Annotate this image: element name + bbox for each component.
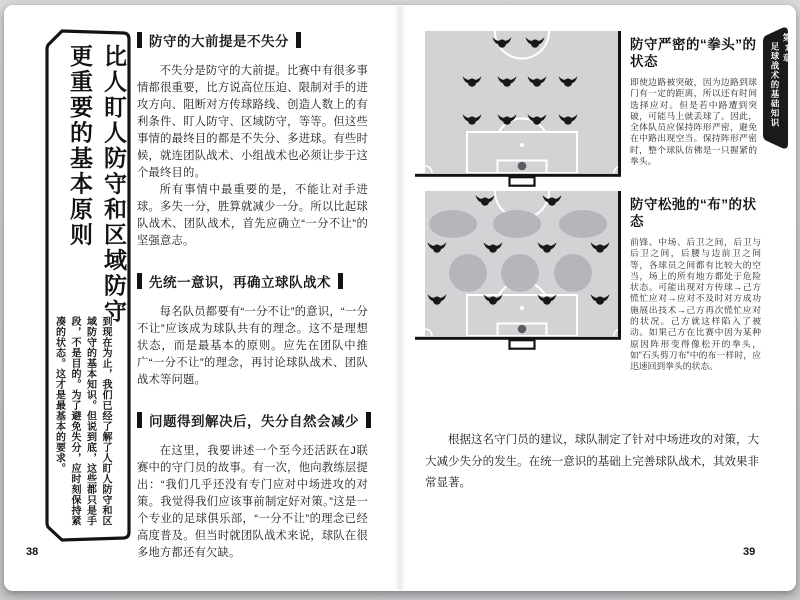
touchline-edge [618, 191, 621, 337]
space-gap [559, 210, 607, 238]
page-number-left: 38 [26, 546, 39, 558]
heading-bar-right [296, 32, 301, 48]
heading-bar-right [366, 412, 371, 428]
goal [510, 340, 535, 349]
diagram-compact-defense [415, 31, 623, 190]
body-paragraph: 每名队员都要有“一分不让”的意识，“一分不让”应该成为球队共有的理念。这不是理想状态，而是最基本的原则。应先在团队中推广“一分不让”的理念，再讨论球队战术、团队战术等问题。 [137, 306, 368, 386]
caption-title: 防守严密的“拳头”的状态 [630, 37, 757, 69]
heading-bar-right [338, 273, 343, 289]
penalty-spot [520, 306, 524, 310]
page-number-right: 39 [743, 546, 756, 558]
page-title-line2: 更重要的基本原则 [67, 44, 93, 248]
heading-bar-left [137, 32, 142, 48]
space-gap [554, 254, 592, 292]
chapter-number: 第1章 [782, 33, 792, 63]
section-heading [137, 410, 368, 430]
chapter-name: 足球战术的基础知识 [770, 42, 780, 128]
body-paragraph: 在这里，我要讲述一个至今还活跃在J联赛中的守门员的故事。有一次，他向教练层提出：“我们几乎还没有专门应对中场进攻的对策。我觉得我们应该事前制定好对策。”这是一个专业的足球俱乐部，“一分不让”的理念已经高度普及。但当时就团队战术来说，球队在很多地方都还有欠缺。 [137, 445, 368, 559]
chapter-title-box [42, 27, 133, 545]
space-gap [501, 254, 539, 292]
diagram-loose-defense [415, 191, 623, 353]
section-heading-text: 防守的大前提是不失分 [149, 34, 289, 49]
chapter-tab-text [769, 33, 793, 143]
caption-paper-state [630, 196, 761, 373]
caption-body: 即使边路被突破，因为边路到球门有一定的距离，所以还有时间选择应对。但是若中路遭到突破，可能马上就丢球了。因此，全体队员应保持阵形严密，避免在中路出现空当。保持阵形严密时，整个球队仿佛是一只握紧的拳头。 [630, 77, 757, 167]
article-body [137, 30, 368, 562]
conclusion-paragraph: 根据这名守门员的建议，球队制定了针对中场进攻的对策，大大减少失分的发生。在统一意识的基础上完善球队战术，其效果非常显著。 [425, 434, 759, 489]
goalkeeper-dot [518, 325, 527, 334]
section-heading [137, 30, 368, 50]
penalty-spot [520, 143, 524, 147]
space-gap [493, 210, 541, 238]
body-paragraph: 不失分是防守的大前提。比赛中有很多事情都很重要，比方说高位压迫、限制对手的进攻方向、阻断对方传球路线、创造人数上的有利条件、盯人防守、区域防守，等等。但这些事情的最终目的都是不失分、多进球。有些时候，就连团队战术、小组战术也必须让步于这个最终目的。 [137, 65, 368, 179]
caption-fist-state [630, 36, 757, 167]
section-heading-text: 先统一意识，再确立球队战术 [149, 275, 331, 290]
page-title-note: 到现在为止，我们已经了解了人盯人防守和区域防守的基本知识。但说到底，这些都只是手段，不是目的。为了避免失分，应时刻保持紧凑的状态。这才是最基本的要求。 [53, 316, 111, 526]
caption-title: 防守松弛的“布”的状态 [630, 197, 757, 229]
goal [510, 177, 535, 186]
space-gap [429, 210, 477, 238]
section-heading-text: 问题得到解决后，失分自然会减少 [149, 414, 359, 429]
touchline-edge [618, 31, 621, 174]
caption-body: 前锋、中场、后卫之间，后卫与后卫之间，后腰与边前卫之间等，各球员之间都有比较大的空当，场上的所有地方都处于危险状态。可能出现对方传球→己方慌忙应对→应对不及时对方成功施展出技术→己方再次慌忙应对的状况。己方就这样陷入了被动。如果己方在比赛中因为某种原因阵形变得像松开的拳头，如“石头剪刀布”中的布一样时，应迅速回到拳头的状态。 [630, 237, 761, 372]
space-gap [449, 254, 487, 292]
heading-bar-left [137, 273, 142, 289]
heading-bar-left [137, 412, 142, 428]
body-paragraph: 所有事情中最重要的是，不能让对手进球。多失一分，胜算就减少一分。所以比起球队战术、团队战术，首先应确立“一分不让”的坚强意志。 [137, 184, 368, 247]
page-title-line1: 比人盯人防守和区域防守 [101, 44, 127, 325]
section-heading [137, 271, 368, 291]
chapter-tab [758, 26, 792, 150]
goalkeeper-dot [518, 162, 527, 171]
